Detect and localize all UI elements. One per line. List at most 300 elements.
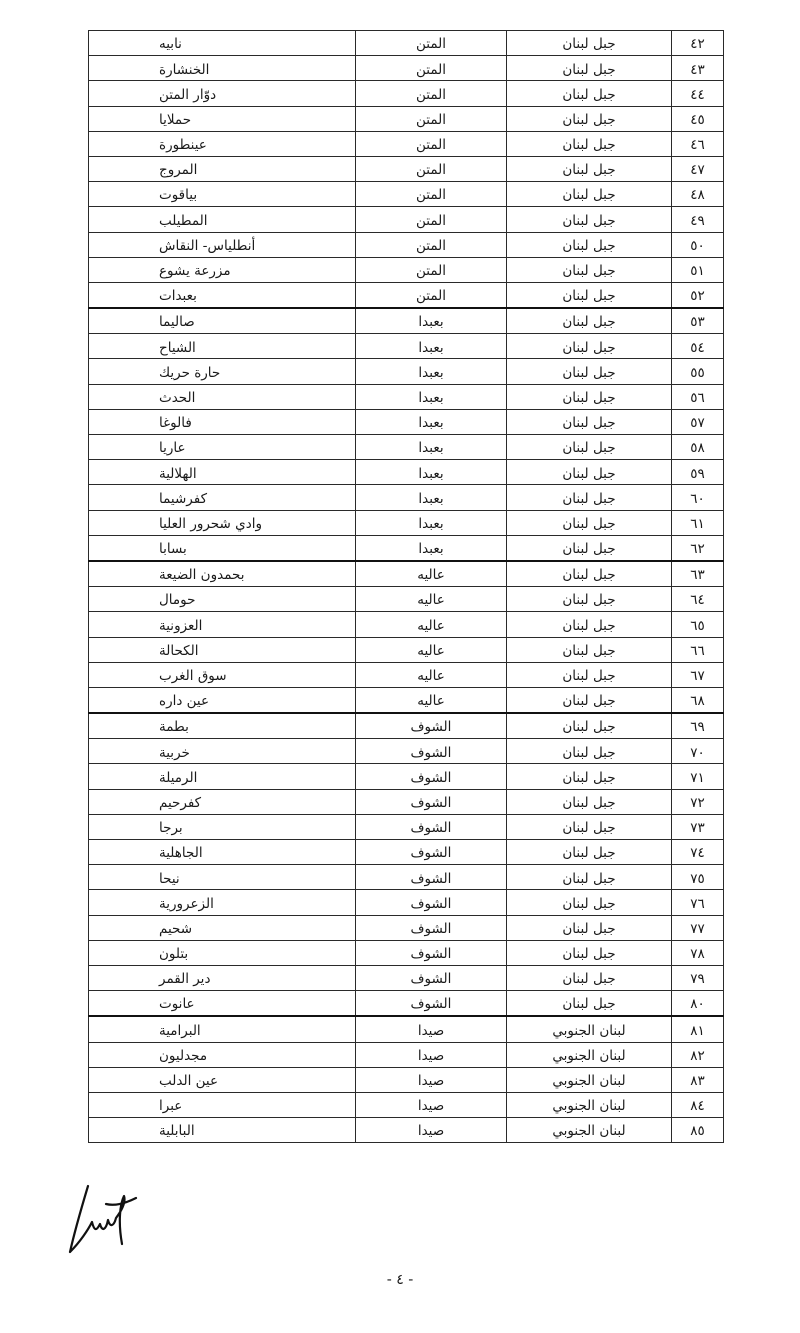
row-number-text: ٨٠ [690, 996, 705, 1013]
governorate-cell [507, 1016, 672, 1042]
town-cell [89, 435, 356, 460]
town-cell [89, 612, 356, 637]
row-number [672, 587, 724, 612]
row-number [672, 409, 724, 434]
district-cell [356, 359, 507, 384]
governorate-cell-text: جبل لبنان [562, 490, 616, 507]
table-row [89, 840, 724, 865]
row-number [672, 764, 724, 789]
district-cell [356, 156, 507, 181]
governorate-cell-text: جبل لبنان [562, 364, 616, 381]
row-number [672, 1118, 724, 1143]
district-cell [356, 1092, 507, 1117]
district-cell-text: المتن [415, 288, 447, 305]
row-number-text: ٧١ [690, 769, 705, 786]
governorate-cell [507, 384, 672, 409]
row-number-text: ٤٥ [690, 111, 705, 128]
table-row [89, 1042, 724, 1067]
district-cell-text: بعبدا [418, 415, 444, 432]
row-number-text: ٦٩ [690, 719, 705, 736]
row-number [672, 510, 724, 535]
town-cell-text: بطمة [159, 719, 189, 736]
row-number [672, 1092, 724, 1117]
town-cell [89, 308, 356, 334]
governorate-cell-text: جبل لبنان [562, 920, 616, 937]
row-number [672, 865, 724, 890]
town-cell [89, 865, 356, 890]
governorate-cell-text: جبل لبنان [562, 415, 616, 432]
district-cell [356, 814, 507, 839]
table-row [89, 31, 724, 56]
governorate-cell-text: جبل لبنان [562, 515, 616, 532]
row-number-text: ٤٨ [690, 187, 705, 204]
district-cell-text: الشوف [410, 769, 452, 786]
district-cell [356, 1118, 507, 1143]
row-number-text: ٦٠ [690, 490, 705, 507]
governorate-cell [507, 561, 672, 587]
governorate-cell [507, 865, 672, 890]
governorate-cell-text: جبل لبنان [562, 769, 616, 786]
row-number-text: ٤٢ [690, 36, 705, 53]
governorate-cell [507, 31, 672, 56]
town-cell-text: وادي شحرور العليا [159, 515, 262, 532]
district-cell [356, 282, 507, 308]
row-number [672, 814, 724, 839]
governorate-cell [507, 687, 672, 713]
district-cell-text: عاليه [417, 642, 445, 659]
district-cell-text: الشوف [410, 870, 452, 887]
district-cell [356, 232, 507, 257]
town-cell-text: عين الدلب [159, 1073, 219, 1090]
district-cell-text: المتن [415, 263, 447, 280]
governorate-cell-text: جبل لبنان [562, 212, 616, 229]
row-number [672, 257, 724, 282]
town-cell [89, 1092, 356, 1117]
district-cell [356, 207, 507, 232]
district-cell-text: عاليه [417, 567, 445, 584]
district-cell [356, 865, 507, 890]
table-row [89, 182, 724, 207]
town-cell-text: الهلالية [159, 465, 197, 482]
governorate-cell [507, 435, 672, 460]
governorate-cell-text: جبل لبنان [562, 541, 616, 558]
table-row [89, 232, 724, 257]
row-number-text: ٥٩ [690, 465, 705, 482]
table-row [89, 687, 724, 713]
district-cell-text: عاليه [417, 693, 445, 710]
town-cell [89, 739, 356, 764]
town-cell [89, 890, 356, 915]
governorate-cell-text: جبل لبنان [562, 86, 616, 103]
row-number [672, 915, 724, 940]
town-cell-text: حارة حريك [159, 364, 221, 381]
district-cell [356, 612, 507, 637]
town-cell [89, 485, 356, 510]
row-number-text: ٤٩ [690, 212, 705, 229]
row-number-text: ٦١ [690, 515, 705, 532]
row-number-text: ٨١ [690, 1022, 705, 1039]
table-row [89, 409, 724, 434]
district-cell-text: صيدا [417, 1022, 445, 1039]
district-cell-text: المتن [415, 86, 447, 103]
row-number-text: ٦٥ [690, 617, 705, 634]
town-cell [89, 713, 356, 739]
town-cell [89, 1067, 356, 1092]
table-row [89, 637, 724, 662]
governorate-cell-text: جبل لبنان [562, 567, 616, 584]
district-cell [356, 890, 507, 915]
governorate-cell-text: جبل لبنان [562, 314, 616, 331]
table-row [89, 789, 724, 814]
town-cell [89, 257, 356, 282]
district-cell-text: الشوف [410, 744, 452, 761]
row-number [672, 991, 724, 1017]
row-number-text: ٦٦ [690, 642, 705, 659]
district-cell [356, 915, 507, 940]
governorate-cell-text: جبل لبنان [562, 237, 616, 254]
town-cell [89, 1016, 356, 1042]
governorate-cell-text: جبل لبنان [562, 895, 616, 912]
table-row [89, 510, 724, 535]
governorate-cell [507, 106, 672, 131]
town-cell-text: مجدليون [159, 1047, 208, 1064]
town-cell-text: الجاهلية [159, 845, 203, 862]
district-cell [356, 485, 507, 510]
town-cell [89, 359, 356, 384]
table-row [89, 131, 724, 156]
district-cell-text: بعبدا [418, 314, 444, 331]
table-row [89, 1067, 724, 1092]
table-row [89, 587, 724, 612]
governorate-cell [507, 965, 672, 990]
town-cell [89, 56, 356, 81]
governorate-cell-text: جبل لبنان [562, 592, 616, 609]
town-cell [89, 687, 356, 713]
town-cell-text: عاريا [159, 440, 186, 457]
town-cell-text: عينطورة [159, 137, 207, 154]
table-row [89, 435, 724, 460]
town-cell [89, 789, 356, 814]
district-cell [356, 1067, 507, 1092]
governorate-cell [507, 131, 672, 156]
district-cell-text: بعبدا [418, 465, 444, 482]
district-cell [356, 991, 507, 1017]
town-cell [89, 334, 356, 359]
table-row [89, 662, 724, 687]
table-row [89, 865, 724, 890]
page-number: - ٤ - [386, 1272, 414, 1288]
row-number-text: ٧٦ [690, 895, 705, 912]
table-row [89, 359, 724, 384]
row-number-text: ٤٦ [690, 137, 705, 154]
row-number [672, 106, 724, 131]
governorate-cell-text: جبل لبنان [562, 617, 616, 634]
governorate-cell [507, 1118, 672, 1143]
district-cell [356, 789, 507, 814]
governorate-cell [507, 940, 672, 965]
town-cell [89, 915, 356, 940]
town-cell-text: عانوت [159, 996, 195, 1013]
row-number [672, 612, 724, 637]
town-cell-text: كفرحيم [159, 794, 202, 811]
table-body [89, 31, 724, 1143]
town-cell [89, 510, 356, 535]
district-cell [356, 587, 507, 612]
district-cell-text: عاليه [417, 617, 445, 634]
row-number [672, 1016, 724, 1042]
table-row [89, 1092, 724, 1117]
district-cell-text: الشوف [410, 996, 452, 1013]
table-row [89, 384, 724, 409]
town-cell [89, 384, 356, 409]
district-cell [356, 713, 507, 739]
town-cell-text: الرميلة [159, 769, 198, 786]
row-number-text: ٥٧ [690, 415, 705, 432]
row-number-text: ٥٤ [690, 339, 705, 356]
town-cell-text: فالوغا [159, 415, 192, 432]
row-number-text: ٤٧ [690, 162, 705, 179]
governorate-cell-text: جبل لبنان [562, 642, 616, 659]
table-row [89, 156, 724, 181]
town-cell [89, 662, 356, 687]
governorate-cell [507, 637, 672, 662]
district-cell-text: الشوف [410, 845, 452, 862]
district-cell-text: الشوف [410, 820, 452, 837]
town-cell-text: نابيه [159, 36, 182, 53]
row-number [672, 384, 724, 409]
governorate-cell [507, 789, 672, 814]
district-cell [356, 56, 507, 81]
governorate-cell-text: لبنان الجنوبي [552, 1098, 626, 1115]
governorate-cell [507, 182, 672, 207]
governorate-cell-text: جبل لبنان [562, 339, 616, 356]
town-cell [89, 965, 356, 990]
town-cell-text: الخنشارة [159, 61, 210, 78]
governorate-cell [507, 890, 672, 915]
district-cell [356, 409, 507, 434]
town-cell [89, 587, 356, 612]
row-number [672, 1042, 724, 1067]
district-cell-text: الشوف [410, 794, 452, 811]
district-cell [356, 940, 507, 965]
governorate-cell-text: جبل لبنان [562, 111, 616, 128]
district-cell-text: المتن [415, 36, 447, 53]
table-row [89, 257, 724, 282]
row-number-text: ٥٥ [690, 364, 705, 381]
row-number-text: ٧٢ [690, 794, 705, 811]
district-cell-text: المتن [415, 212, 447, 229]
town-cell [89, 31, 356, 56]
governorate-cell-text: جبل لبنان [562, 794, 616, 811]
district-cell [356, 81, 507, 106]
district-cell-text: الشوف [410, 920, 452, 937]
governorate-cell-text: جبل لبنان [562, 61, 616, 78]
district-cell-text: المتن [415, 61, 447, 78]
district-cell-text: الشوف [410, 719, 452, 736]
governorate-cell [507, 156, 672, 181]
table-row [89, 207, 724, 232]
district-cell [356, 182, 507, 207]
table-row [89, 915, 724, 940]
row-number-text: ٦٧ [690, 668, 705, 685]
district-cell [356, 334, 507, 359]
table-row [89, 282, 724, 308]
table-row [89, 334, 724, 359]
district-cell [356, 435, 507, 460]
district-cell-text: صيدا [417, 1123, 445, 1140]
district-cell-text: الشوف [410, 946, 452, 963]
town-cell [89, 131, 356, 156]
town-cell-text: سوق الغرب [159, 668, 227, 685]
governorate-cell [507, 359, 672, 384]
row-number-text: ٦٣ [690, 567, 705, 584]
row-number-text: ٥٨ [690, 440, 705, 457]
row-number-text: ٦٢ [690, 541, 705, 558]
district-cell-text: المتن [415, 137, 447, 154]
governorate-cell [507, 207, 672, 232]
district-cell [356, 257, 507, 282]
town-cell-text: دوّار المتن [159, 86, 217, 103]
governorate-cell [507, 814, 672, 839]
row-number-text: ٨٥ [690, 1123, 705, 1140]
row-number [672, 282, 724, 308]
district-cell-text: بعبدا [418, 364, 444, 381]
governorate-cell [507, 81, 672, 106]
town-cell-text: بسابا [159, 541, 187, 558]
district-cell [356, 131, 507, 156]
town-cell-text: شحيم [159, 920, 193, 937]
town-cell-text: صاليما [159, 314, 195, 331]
town-cell [89, 814, 356, 839]
district-cell [356, 510, 507, 535]
town-cell [89, 1042, 356, 1067]
table-row [89, 56, 724, 81]
governorate-cell-text: جبل لبنان [562, 870, 616, 887]
governorate-cell [507, 460, 672, 485]
town-cell [89, 282, 356, 308]
district-cell-text: المتن [415, 162, 447, 179]
row-number [672, 637, 724, 662]
town-cell [89, 409, 356, 434]
governorate-cell [507, 764, 672, 789]
district-cell [356, 1042, 507, 1067]
table-row [89, 713, 724, 739]
governorate-cell-text: جبل لبنان [562, 263, 616, 280]
governorate-cell [507, 535, 672, 561]
row-number-text: ٥١ [690, 263, 705, 280]
row-number-text: ٥٢ [690, 288, 705, 305]
town-cell [89, 182, 356, 207]
district-cell [356, 637, 507, 662]
table-row [89, 814, 724, 839]
town-cell [89, 81, 356, 106]
town-cell [89, 156, 356, 181]
municipalities-table [88, 30, 724, 1143]
town-cell-text: العزونية [159, 617, 203, 634]
town-cell [89, 460, 356, 485]
row-number [672, 840, 724, 865]
town-cell-text: بعبدات [159, 288, 197, 305]
row-number [672, 359, 724, 384]
table-row [89, 1016, 724, 1042]
governorate-cell [507, 409, 672, 434]
row-number [672, 485, 724, 510]
governorate-cell-text: لبنان الجنوبي [552, 1047, 626, 1064]
district-cell [356, 662, 507, 687]
governorate-cell-text: جبل لبنان [562, 693, 616, 710]
row-number [672, 156, 724, 181]
governorate-cell-text: جبل لبنان [562, 36, 616, 53]
district-cell [356, 31, 507, 56]
district-cell-text: عاليه [417, 668, 445, 685]
governorate-cell-text: جبل لبنان [562, 971, 616, 988]
governorate-cell [507, 1067, 672, 1092]
governorate-cell [507, 1092, 672, 1117]
governorate-cell-text: جبل لبنان [562, 288, 616, 305]
town-cell-text: عين داره [159, 693, 210, 710]
table-row [89, 739, 724, 764]
row-number [672, 308, 724, 334]
table-row [89, 991, 724, 1017]
row-number-text: ٥٣ [690, 314, 705, 331]
governorate-cell [507, 334, 672, 359]
row-number-text: ٤٤ [690, 86, 705, 103]
town-cell [89, 207, 356, 232]
row-number [672, 81, 724, 106]
town-cell-text: برجا [159, 820, 183, 837]
district-cell [356, 739, 507, 764]
table-row [89, 81, 724, 106]
district-cell [356, 460, 507, 485]
district-cell-text: المتن [415, 187, 447, 204]
governorate-cell-text: جبل لبنان [562, 465, 616, 482]
row-number [672, 687, 724, 713]
table-row [89, 965, 724, 990]
town-cell [89, 840, 356, 865]
table-row [89, 612, 724, 637]
governorate-cell-text: لبنان الجنوبي [552, 1073, 626, 1090]
row-number-text: ٨٢ [690, 1047, 705, 1064]
row-number [672, 1067, 724, 1092]
governorate-cell [507, 257, 672, 282]
town-cell [89, 535, 356, 561]
governorate-cell-text: جبل لبنان [562, 137, 616, 154]
row-number-text: ٤٣ [690, 61, 705, 78]
town-cell [89, 940, 356, 965]
row-number-text: ٥٠ [690, 237, 705, 254]
table-row [89, 561, 724, 587]
row-number [672, 31, 724, 56]
row-number-text: ٧٨ [690, 946, 705, 963]
district-cell [356, 840, 507, 865]
row-number [672, 182, 724, 207]
governorate-cell-text: جبل لبنان [562, 946, 616, 963]
row-number-text: ٧٤ [690, 845, 705, 862]
governorate-cell-text: جبل لبنان [562, 996, 616, 1013]
district-cell [356, 687, 507, 713]
governorate-cell-text: جبل لبنان [562, 389, 616, 406]
governorate-cell [507, 485, 672, 510]
governorate-cell-text: جبل لبنان [562, 187, 616, 204]
row-number-text: ٦٤ [690, 592, 705, 609]
row-number [672, 207, 724, 232]
town-cell-text: الشياح [159, 339, 196, 356]
town-cell-text: خربية [159, 744, 190, 761]
town-cell-text: حومال [159, 592, 196, 609]
town-cell [89, 991, 356, 1017]
table-row [89, 940, 724, 965]
district-cell-text: عاليه [417, 592, 445, 609]
